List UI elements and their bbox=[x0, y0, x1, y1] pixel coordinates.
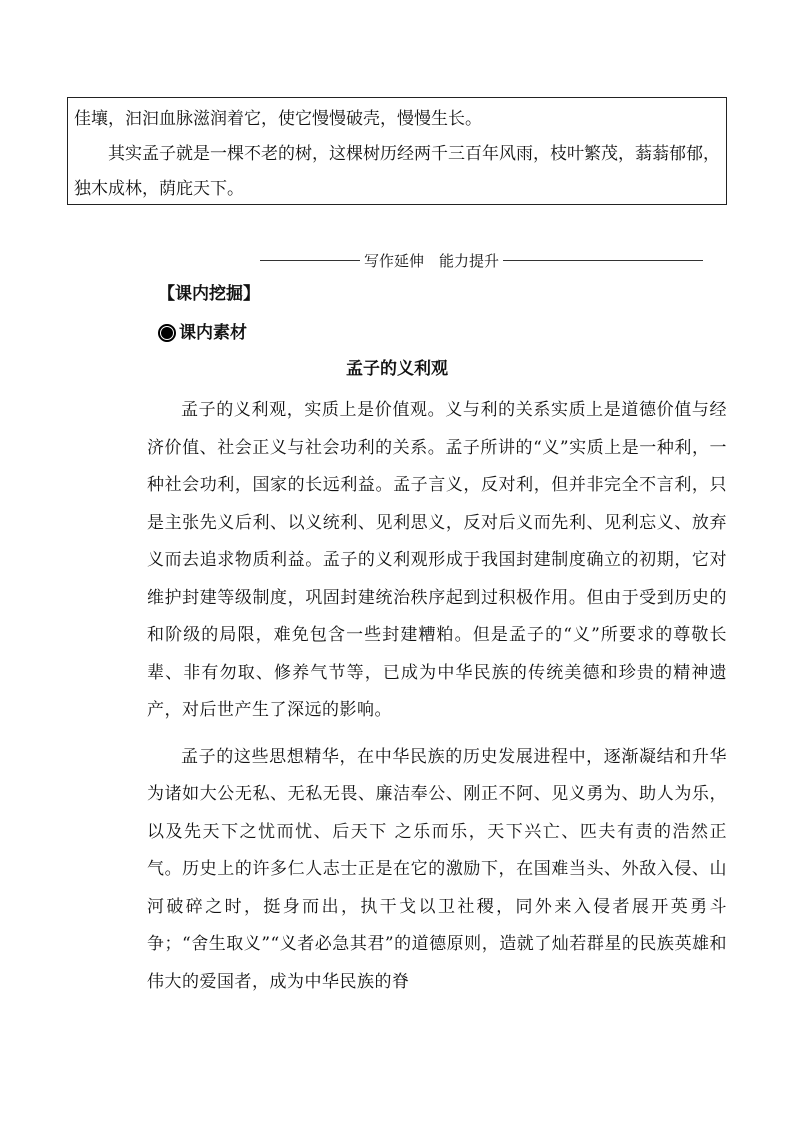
section-heading: 【课内挖掘】 bbox=[158, 284, 260, 304]
article-title: 孟子的义利观 bbox=[346, 359, 448, 379]
box-paragraph: 其实孟子就是一棵不老的树，这棵树历经两千三百年风雨，枝叶繁茂，蓊蓊郁郁，独木成林，荫庇天下。 bbox=[74, 144, 720, 199]
subsection-heading-label: 课内素材 bbox=[179, 323, 247, 343]
section-divider bbox=[260, 247, 730, 273]
continued-text-box bbox=[67, 97, 727, 205]
article-paragraph: 孟子的义利观，实质上是价值观。义与利的关系实质上是道德价值与经济价值、社会正义与社会功利的关系。孟子所讲的“义”实质上是一种利，一种社会功利，国家的长远利益。孟子言义，反对利，但并非完全不言利，只是主张先义后利、以义统利、见利思义，反对后义而先利、见利忘义、放弃义而去追求物质利益。孟子的义利观形成于我国封建制度确立的初期，它对维护封建等级制度，巩固封建统治秩序起到过积极作用。但由于受到历史的和阶级的局限，难免包含一些封建糟粕。但是孟子的“义”所要求的尊敬长辈、非有勿取、修养气节等，已成为中华民族的传统美德和珍贵的精神遗产，对后世产生了深远的影响。 bbox=[147, 400, 727, 720]
divider-line-right bbox=[503, 260, 703, 261]
circle-bullet-icon bbox=[158, 324, 176, 342]
divider-line-left bbox=[260, 260, 360, 261]
divider-label: 写作延伸 能力提升 bbox=[364, 251, 500, 270]
article-body bbox=[147, 392, 727, 1001]
box-line: 佳壤，汩汩血脉滋润着它，使它慢慢破壳，慢慢生长。 bbox=[74, 109, 482, 129]
subsection-heading bbox=[158, 318, 247, 348]
article-paragraph: 孟子的这些思想精华，在中华民族的历史发展进程中，逐渐凝结和升华为诸如大公无私、无私无畏、廉洁奉公、刚正不阿、见义勇为、助人为乐，以及先天下之忧而忧、后天下 之乐而乐，天下兴亡、匹夫有责的浩然正气。历史上的许多仁人志士正是在它的激励下，在国难当头、外敌入侵、山河破碎之时，挺身而出，执干戈以卫社稷，同外来入侵者展开英勇斗争；“舍生取义”“义者必急其君”的道德原则，造就了灿若群星的民族英雄和伟大的爱国者，成为中华民族的脊 bbox=[147, 746, 727, 992]
